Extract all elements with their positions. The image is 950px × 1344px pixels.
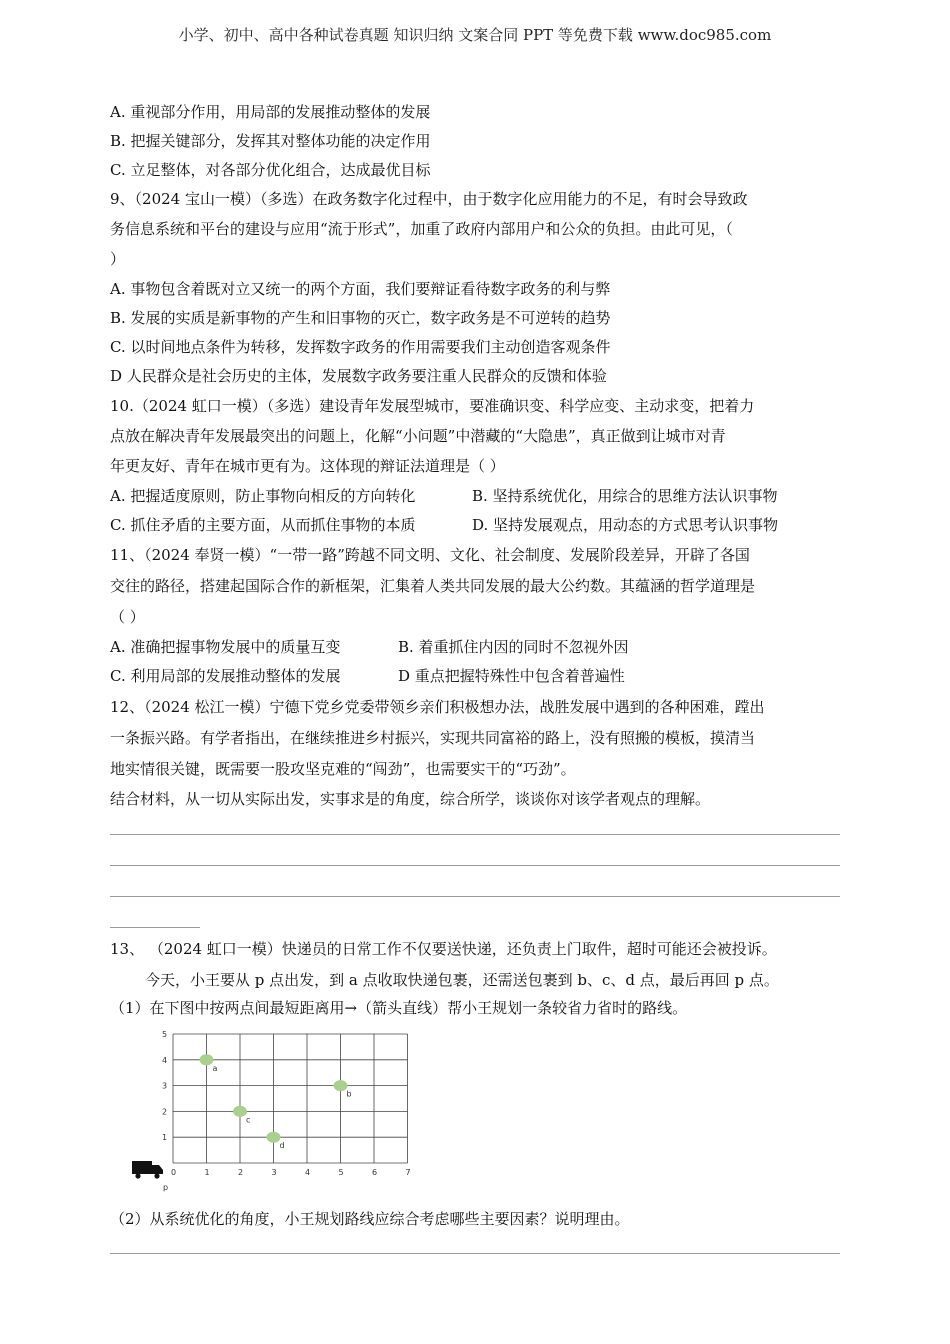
q12-prompt: 结合材料，从一切从实际出发，实事求是的角度，综合所学，谈谈你对该学者观点的理解。 xyxy=(110,790,711,808)
y-tick-label: 2 xyxy=(162,1107,168,1117)
route-points xyxy=(200,1054,352,1150)
q11-stem-line-2: 交往的路径，搭建起国际合作的新框架，汇集着人类共同发展的最大公约数。其蕴涵的哲学道理是 xyxy=(110,577,756,595)
point-a xyxy=(200,1054,214,1065)
q11-option-c: C. 利用局部的发展推动整体的发展 xyxy=(110,667,341,685)
answer-line[interactable] xyxy=(110,927,200,928)
y-tick-label: 3 xyxy=(162,1081,168,1091)
x-tick-label: 5 xyxy=(338,1168,344,1177)
q11-stem-line-3: （ ） xyxy=(110,608,145,626)
q10-stem-line-3: 年更友好、青年在城市更有为。这体现的辩证法道理是（ ） xyxy=(110,457,505,475)
q11-option-a: A. 准确把握事物发展中的质量互变 xyxy=(110,638,341,656)
q9-stem-line-2: 务信息系统和平台的建设与应用“流于形式”，加重了政府内部用户和公众的负担。由此可见，（ xyxy=(110,220,733,238)
point-d xyxy=(267,1132,281,1143)
axis-tick-labels xyxy=(162,1030,411,1177)
q11-option-b: B. 着重抓住内因的同时不忽视外因 xyxy=(398,638,629,656)
q13-sub-question-2: （2）从系统优化的角度，小王规划路线应综合考虑哪些主要因素？说明理由。 xyxy=(110,1210,630,1228)
x-tick-label: 6 xyxy=(372,1168,378,1177)
x-tick-label: 7 xyxy=(405,1168,411,1177)
q9-option-c: C. 以时间地点条件为转移，发挥数字政务的作用需要我们主动创造客观条件 xyxy=(110,338,611,356)
point-label-b: b xyxy=(346,1089,352,1099)
x-tick-label: 2 xyxy=(238,1168,244,1177)
q10-option-b: B. 坚持系统优化，用综合的思维方法认识事物 xyxy=(472,487,778,505)
route-grid-figure xyxy=(130,1025,430,1195)
q12-stem-line-3: 地实情很关键，既需要一股攻坚克难的“闯劲”，也需要实干的“巧劲”。 xyxy=(110,760,576,778)
point-label-c: c xyxy=(246,1115,251,1125)
q10-option-a: A. 把握适度原则，防止事物向相反的方向转化 xyxy=(110,487,416,505)
answer-line[interactable] xyxy=(110,834,840,835)
y-tick-label: 4 xyxy=(162,1055,168,1065)
q10-option-c: C. 抓住矛盾的主要方面，从而抓住事物的本质 xyxy=(110,516,416,534)
q9-stem-line-3: ） xyxy=(110,250,126,268)
x-tick-label: 0 xyxy=(171,1168,177,1177)
answer-line[interactable] xyxy=(110,1253,840,1254)
q10-stem-line-2: 点放在解决青年发展最突出的问题上，化解“小问题”中潜藏的“大隐患”，真正做到让城市对青 xyxy=(110,427,726,445)
page-header-banner: 小学、初中、高中各种试卷真题 知识归纳 文案合同 PPT 等免费下载 www.doc985.com xyxy=(178,26,772,44)
q13-stem-line-2: 今天，小王要从 p 点出发，到 a 点收取快递包裹，还需送包裹到 b、c、d 点，最后再回 p 点。 xyxy=(145,971,779,989)
y-tick-label: 1 xyxy=(162,1133,168,1143)
q8-option-a: A. 重视部分作用，用局部的发展推动整体的发展 xyxy=(110,103,431,121)
q8-option-c: C. 立足整体，对各部分优化组合，达成最优目标 xyxy=(110,161,431,179)
q10-stem-line-1: 10.（2024 虹口一模）（多选）建设青年发展型城市，要准确识变、科学应变、主动求变，把着力 xyxy=(110,397,755,415)
x-tick-label: 1 xyxy=(204,1168,210,1177)
q9-option-d: D 人民群众是社会历史的主体，发展数字政务要注重人民群众的反馈和体验 xyxy=(110,367,607,385)
y-tick-label: 5 xyxy=(162,1030,168,1039)
q9-stem-line-1: 9、（2024 宝山一模）（多选）在政务数字化过程中，由于数字化应用能力的不足，有时会导致政 xyxy=(110,190,748,208)
delivery-truck-icon xyxy=(132,1161,163,1179)
q13-sub-question-1: （1）在下图中按两点间最短距离用→（箭头直线）帮小王规划一条较省力省时的路线。 xyxy=(110,999,688,1017)
q9-option-a: A. 事物包含着既对立又统一的两个方面，我们要辩证看待数字政务的利与弊 xyxy=(110,280,611,298)
answer-line[interactable] xyxy=(110,865,840,866)
point-label-a: a xyxy=(212,1063,218,1073)
q10-option-d: D. 坚持发展观点，用动态的方式思考认识事物 xyxy=(472,516,779,534)
origin-label: p xyxy=(163,1183,169,1192)
q11-stem-line-1: 11、（2024 奉贤一模）“一带一路”跨越不同文明、文化、社会制度、发展阶段差异，开辟了各国 xyxy=(110,546,750,564)
point-label-d: d xyxy=(279,1141,285,1151)
x-tick-label: 3 xyxy=(271,1168,277,1177)
q12-stem-line-1: 12、（2024 松江一模）宁德下党乡党委带领乡亲们积极想办法，战胜发展中遇到的各种困难，蹚出 xyxy=(110,698,765,716)
q9-option-b: B. 发展的实质是新事物的产生和旧事物的灭亡，数字政务是不可逆转的趋势 xyxy=(110,309,611,327)
point-b xyxy=(334,1080,348,1091)
answer-line[interactable] xyxy=(110,896,840,897)
grid-lines xyxy=(173,1034,408,1163)
point-c xyxy=(233,1106,247,1117)
q8-option-b: B. 把握关键部分，发挥其对整体功能的决定作用 xyxy=(110,132,431,150)
q11-option-d: D 重点把握特殊性中包含着普遍性 xyxy=(398,667,625,685)
q12-stem-line-2: 一条振兴路。有学者指出，在继续推进乡村振兴，实现共同富裕的路上，没有照搬的模板，摸清当 xyxy=(110,729,756,747)
q13-stem-line-1: 13、 （2024 虹口一模）快递员的日常工作不仅要送快递，还负责上门取件，超时可能还会被投诉。 xyxy=(110,940,777,958)
x-tick-label: 4 xyxy=(305,1168,311,1177)
